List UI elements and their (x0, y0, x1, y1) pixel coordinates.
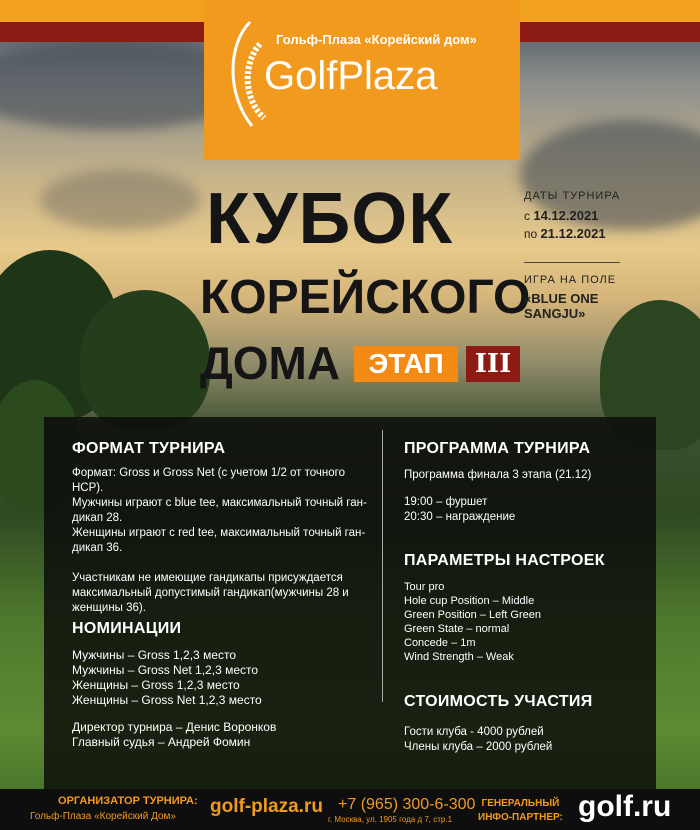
program-line: 20:30 – награждение (404, 511, 516, 523)
organizer-label: ОРГАНИЗАТОР ТУРНИРА: (58, 795, 198, 807)
stage-badge: ЭТАП (354, 346, 458, 382)
nominations-text (72, 648, 377, 750)
panel-divider (382, 430, 383, 702)
date-to-prefix: по (524, 227, 538, 241)
format-line: Женщины играют с red tee, максимальный точный ган- (72, 527, 366, 539)
phone-number[interactable]: +7 (965) 300-6-300 (338, 796, 476, 813)
program-text (404, 468, 644, 525)
partner-logo[interactable]: golf.ru (578, 790, 672, 823)
judge-line: Главный судья – Андрей Фомин (72, 735, 251, 749)
format-line: максимальный допустимый гандикап(мужчины 28 и (72, 587, 349, 599)
title-line-2: КОРЕЙСКОГО (200, 271, 531, 324)
program-title: ПРОГРАММА ТУРНИРА (404, 440, 591, 457)
dates-label: ДАТЫ ТУРНИРА (524, 190, 621, 202)
date-from-prefix: с (524, 209, 530, 223)
stage-number-badge: III (466, 346, 520, 382)
format-line: дикап 28. (72, 512, 123, 524)
title-line-1: КУБОК (206, 179, 454, 259)
cloud-shape (40, 170, 200, 230)
nomination-line: Женщины – Gross 1,2,3 место (72, 678, 240, 692)
format-title: ФОРМАТ ТУРНИРА (72, 440, 226, 457)
format-line (72, 556, 377, 571)
nomination-line: Женщины – Gross Net 1,2,3 место (72, 693, 262, 707)
program-line: 19:00 – фуршет (404, 496, 488, 508)
tree-shape (80, 290, 210, 430)
course-name-1: «BLUE ONE (524, 291, 599, 306)
cost-text (404, 725, 644, 755)
format-line: Участникам не имеющие гандикапы присуждается (72, 572, 343, 584)
website-link[interactable]: golf-plaza.ru (210, 796, 323, 817)
director-line: Директор турнира – Денис Воронков (72, 720, 277, 734)
date-to (524, 226, 606, 241)
partner-label-line: ГЕНЕРАЛЬНЫЙ (481, 798, 560, 809)
nomination-line: Мужчины – Gross Net 1,2,3 место (72, 663, 259, 677)
settings-line: Hole cup Position – Middle (404, 595, 535, 607)
logo-brand: GolfPlaza (264, 54, 438, 98)
date-from-value: 14.12.2021 (533, 208, 599, 223)
partner-label (478, 797, 563, 825)
nominations-title: НОМИНАЦИИ (72, 620, 182, 637)
settings-line: Green Position – Left Green (404, 609, 541, 621)
settings-line: Tour pro (404, 581, 445, 593)
format-line: женщины 36). (72, 602, 146, 614)
course-name-2: SANGJU» (524, 306, 586, 321)
format-line: Мужчины играют с blue tee, максимальный точный ган- (72, 497, 367, 509)
partner-label-line: ИНФО-ПАРТНЕР: (478, 812, 563, 823)
settings-line: Wind Strength – Weak (404, 651, 514, 663)
settings-text (404, 580, 644, 664)
title-line-3: ДОМА (200, 337, 341, 389)
date-from (524, 208, 598, 223)
format-line: дикап 36. (72, 542, 123, 554)
settings-line: Green State – normal (404, 623, 510, 635)
nomination-line: Мужчины – Gross 1,2,3 место (72, 648, 237, 662)
side-divider (524, 262, 620, 263)
settings-line: Concede – 1m (404, 637, 476, 649)
cost-title: СТОИМОСТЬ УЧАСТИЯ (404, 693, 593, 710)
settings-title: ПАРАМЕТРЫ НАСТРОЕК (404, 552, 605, 569)
organizer-name: Гольф-Плаза «Корейский Дом» (30, 811, 176, 822)
course-label: ИГРА НА ПОЛЕ (524, 274, 617, 286)
cost-line: Гости клуба - 4000 рублей (404, 726, 544, 738)
format-line: Формат: Gross и Gross Net (с учетом 1/2 от точного HCP). (72, 467, 345, 494)
logo-subtitle: Гольф-Плаза «Корейский дом» (276, 32, 477, 47)
program-intro: Программа финала 3 этапа (21.12) (404, 469, 592, 481)
format-text (72, 466, 377, 616)
date-to-value: 21.12.2021 (540, 226, 606, 241)
address: г. Москва, ул. 1905 года д 7, стр.1 (328, 815, 453, 824)
cost-line: Члены клуба – 2000 рублей (404, 741, 553, 753)
